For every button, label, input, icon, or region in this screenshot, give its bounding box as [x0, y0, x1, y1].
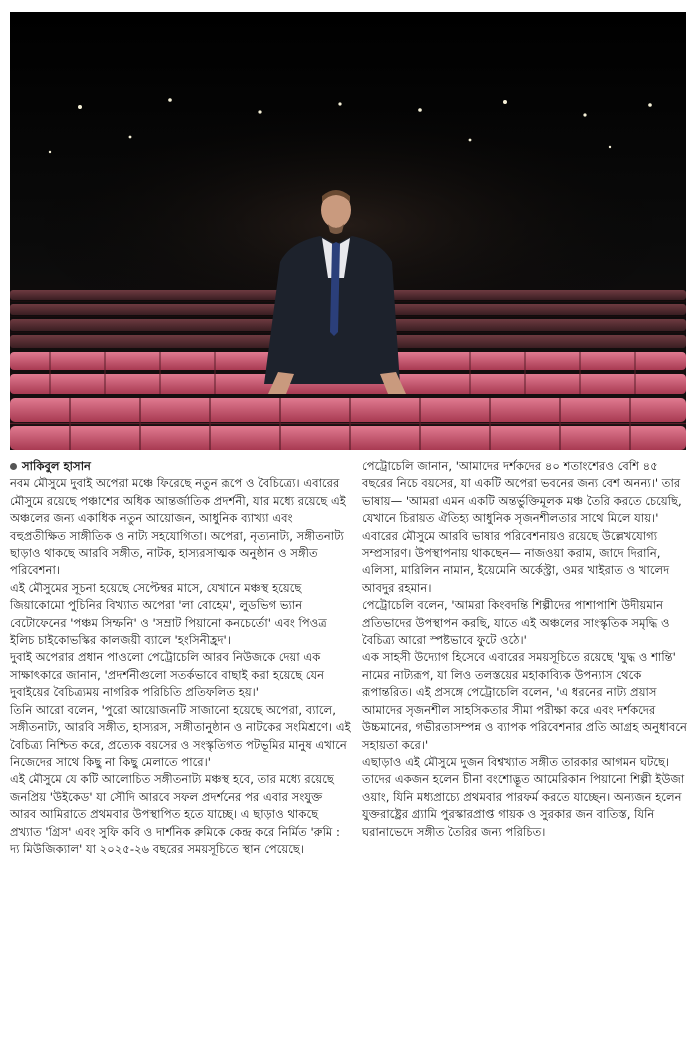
paragraph: পেট্রোচেলি জানান, 'আমাদের দর্শকদের ৪০ শতাংশেরও বেশি ৪৫ বছরের নিচে বয়সের, যা একটি অপেরা ভবনের জন্য বেশ অনন্য।' তার ভাষায়— 'আমরা এমন একটি অন্তর্ভুক্তিমূলক মঞ্চ তৈরি করতে চেয়েছি, যেখানে চিরায়ত ঐতিহ্য আধুনিক সৃজনশীলতার সাথে মিলে যায়।'	[362, 459, 682, 526]
article-photo	[10, 12, 686, 450]
paragraph: পেট্রোচেলি বলেন, 'আমরা কিংবদন্তি শিল্পীদের পাশাপাশি উদীয়মান প্রতিভাদের উপস্থাপন করছি, যাতে এই অঞ্চলের সাংস্কৃতিক সমৃদ্ধি ও বৈচিত্র্য আরো স্পষ্টভাবে ফুটে ওঠে।'	[362, 598, 670, 648]
paragraph: তিনি আরো বলেন, 'পুরো আয়োজনটি সাজানো হয়েছে অপেরা, ব্যালে, সঙ্গীতনাট্য, আরবি সঙ্গীত, হাস্যরস, সঙ্গীতানুষ্ঠান ও নাটকের সংমিশ্রণে। এই বৈচিত্র্য নিশ্চিত করে, প্রত্যেক বয়সের ও সংস্কৃতিগত পটভূমির মানুষ এখানে নিজেদের সাথে কিছু না কিছু মেলাতে পারে।'	[10, 702, 351, 769]
byline	[10, 458, 352, 475]
byline-bullet-icon	[10, 463, 17, 470]
paragraph: এবারের মৌসুমে আরবি ভাষার পরিবেশনায়ও রয়েছে উল্লেখযোগ্য সম্প্রসারণ। উপস্থাপনায় থাকছেন— নাজওয়া করাম, জাদে দিরানি, এলিসা, মারিলিন নামান, ইয়েমেনি অর্কেস্ট্রা, ওমর খাইরাত ও খালেদ আবদুর রহমান।	[362, 528, 670, 595]
byline-author: সাকিবুল হাসান	[22, 459, 91, 473]
article-column-left	[10, 458, 352, 858]
paragraph: এছাড়াও এই মৌসুমে দুজন বিশ্বখ্যাত সঙ্গীত তারকার আগমন ঘটছে। তাদের একজন হলেন চীনা বংশোদ্ভূত আমেরিকান পিয়ানো শিল্পী ইউজা ওয়াং, যিনি মধ্যপ্রাচ্যে প্রথমবার পারফর্ম করতে যাচ্ছেন। অন্যজন হলেন যুক্তরাষ্ট্রের গ্র্যামি পুরস্কারপ্রাপ্ত গায়ক ও সুরকার জন বাতিস্ত, যিনি ঘরানাভেদে সঙ্গীত তৈরির জন্য পরিচিত।	[362, 754, 685, 839]
article-body	[10, 458, 688, 1032]
paragraph: এই মৌসুমে যে কটি আলোচিত সঙ্গীতনাট্য মঞ্চস্থ হবে, তার মধ্যে রয়েছে জনপ্রিয় 'উইকেড' যা সৌদি আরবে সফল প্রদর্শনের পর এবার সংযুক্ত আরব আমিরাতে প্রথমবার উপস্থাপিত হতে যাচ্ছে। এ ছাড়াও থাকছে প্রখ্যাত 'গ্রিস' এবং সুফি কবি ও দার্শনিক রুমিকে কেন্দ্র করে নির্মিত 'রুমি : দ্য মিউজিক্যাল' যা ২০২৫-২৬ বছরের সময়সূচিতে স্থান পেয়েছে।	[10, 772, 340, 856]
article-column-right	[362, 458, 688, 841]
paragraph: দুবাই অপেরার প্রধান পাওলো পেট্রোচেলি আরব নিউজকে দেয়া এক সাক্ষাৎকারে জানান, 'প্রদর্শনীগুলো সতর্কভাবে বাছাই করা হয়েছে যেন দুবাইয়ের বৈচিত্র্যময় নাগরিক পরিচিতি প্রতিফলিত হয়।'	[10, 650, 325, 700]
paragraph: নবম মৌসুমে দুবাই অপেরা মঞ্চে ফিরেছে নতুন রূপে ও বৈচিত্র্যে। এবারের মৌসুমে রয়েছে পঞ্চাশের অধিক আন্তর্জাতিক প্রদর্শনী, যার মধ্যে রয়েছে এই অঞ্চলের জন্য একাধিক নতুন আয়োজন, আধুনিক ব্যাখ্যা এবং বহুপ্রতীক্ষিত সাঙ্গীতিক ও নাট্য সহযোগিতা। অপেরা, নৃত্যনাট্য, সঙ্গীতনাট্য ছাড়াও থাকছে আরবি সঙ্গীত, নাটক, হাস্যরসাত্মক অনুষ্ঠান ও সঙ্গীত পরিবেশনা।	[10, 476, 346, 578]
opera-hall-illustration	[10, 12, 686, 450]
paragraph: এই মৌসুমের সূচনা হয়েছে সেপ্টেম্বর মাসে, যেখানে মঞ্চস্থ হয়েছে জিয়াকোমো পুচিনির বিখ্যাত অপেরা 'লা বোহেম', লুডভিগ ভ্যান বেটোফেনের 'পঞ্চম সিম্ফনি' ও 'সম্রাট পিয়ানো কনচের্তো' এবং পিওত্র ইলিচ চাইকোভস্কির কালজয়ী ব্যালে 'হংসিনীহ্রদ'।	[10, 580, 327, 648]
paragraph: এক সাহসী উদ্যোগ হিসেবে এবারের সময়সূচিতে রয়েছে 'যুদ্ধ ও শান্তি' নামের নাট্যরূপ, যা লিও তলস্তয়ের মহাকাব্যিক উপন্যাস থেকে রূপান্তরিত। এই প্রসঙ্গে পেট্রোচেলি বলেন, 'এ ধরনের নাট্য প্রয়াস আমাদের সৃজনশীল সাহসিকতার সীমা পরীক্ষা করে এবং দর্শকদের উচ্চমানের, গভীরতাসম্পন্ন ও ব্যাপক পরিবেশনার প্রতি আগ্রহ অনুধাবনে সহায়তা করে।'	[362, 650, 687, 752]
